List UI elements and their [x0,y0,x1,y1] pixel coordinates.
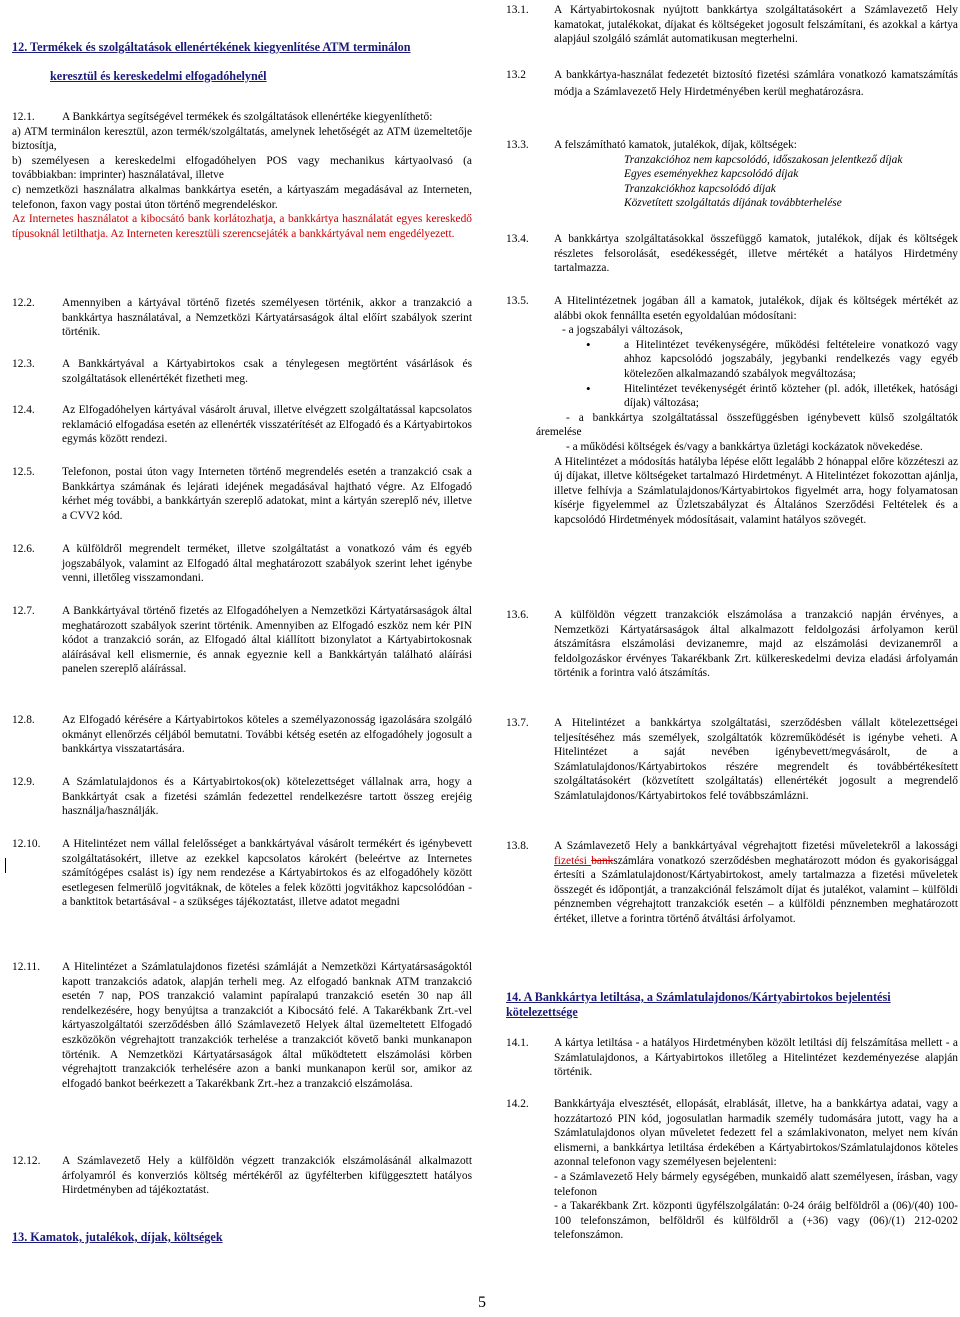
paragraph-number: 12.11. [12,961,41,973]
paragraph-number: 13.7. [506,717,529,729]
paragraph-13-6 [506,608,958,681]
fee-type-item: Közvetített szolgáltatás díjának továbbterhelése [624,197,842,210]
paragraph-text: A külföldről megrendelt terméket, illetve szolgáltatást a vonatkozó vám és egyéb jogszabályok, valamint az Elfogadó által meghatározott szabályok szerint lehet igénybe venni, illetőleg visszamondani. [62,543,472,585]
paragraph-number: 12.2. [12,297,35,309]
item-a: a) ATM terminálon keresztül, azon termék/szolgáltatás, amelynek lehetőségét az ATM üzemeltetője biztosítja, [12,125,472,153]
paragraph-number: 13.4. [506,233,529,245]
paragraph-number: 12.7. [12,605,35,617]
paragraph-text: A bankkártya szolgáltatásokkal összefüggő kamatok, jutalékok, díjak és költségek részletes felsorolását, esedékességét, illetve mértékét a hatályos Hirdetmény tartalmazza. [554,233,958,275]
paragraph-13-3 [506,138,958,211]
paragraph-12-2 [12,296,472,340]
paragraph-number: 12.12. [12,1155,41,1167]
paragraph-number: 12.10. [12,838,41,850]
paragraph-text: A Bankkártyával a Kártyabirtokos csak a ténylegesen megtörtént vásárlások és szolgáltatások ellenértékét fizetheti meg. [62,358,472,385]
internet-restriction-note: Az Internetes használatot a kibocsátó bank korlátozhatja, a bankkártya használatát egyes kereskedő típusoknál letilthatja. Az Interneten keresztüli szerencsejáték a bankkártyával nem engedélyezett. [12,213,472,240]
paragraph-text: A Hitelintézet a Számlatulajdonos fizetési számláját a Nemzetközi Kártyatársaságoktól kapott tranzakciós adatok, alapján terheli meg. Az elfogadó banknak ATM tranzakció esetén 7 nap, POS tranzakció valamint papíralapú tranzakció esetén 30 nap áll rendelkezésére, hogy benyújtsa a tranzakciót a Kibocsátó felé. A Takarékbank Zrt.-vel kártyaszolgáltatói szerződésben álló Számlavezető Helyek által üzemeltetett Elfogadó eszközökön végrehajtott tranzakciók terhelése a tranzakciót követő banki munkanapon történik. A Nemzetközi Kártyatársaságok által működtetett elszámolási körben végrehajtott tranzakciók terhelésére azon a banki munkanapon kerül sor, amikor az elfogadó bankot beérkezett a Takarékbank Zrt.-hez a tranzakció elszámolása. [62,961,472,1090]
paragraph-12-8 [12,713,472,757]
paragraph-number: 12.9. [12,776,35,788]
fee-type-item: Tranzakciókhoz kapcsolódó díjak [624,182,776,195]
paragraph-number: 12.1. [12,111,35,123]
paragraph-intro: A Hitelintézetnek jogában áll a kamatok, jutalékok, díjak és költségek mértékét az alábbi okok fennállta esetén egyoldalúan módosítani: [554,295,958,322]
paragraph-13-4 [506,232,958,276]
paragraph-intro: A Bankkártya segítségével termékek és szolgáltatások ellenértéke kiegyenlíthető: [62,111,433,123]
paragraph-text: A Bankkártyával történő fizetés az Elfogadóhelyen a Nemzetközi Kártyatársaságok által meghatározott szabályok szerint történik. Amennyiben az Elfogadó eszköz nem kér PIN kódot a tranzakció során, az Elfogadó által kiállított bizonylatot a Kártyabirtokosnak aláírásával kell elismernie, és annak egyeznie kell a Bankkártyán található aláírási panelen szereplő aláírással. [62,605,472,676]
paragraph-number: 14.1. [506,1037,529,1049]
paragraph-number: 12.5. [12,466,35,478]
paragraph-14-2 [506,1097,958,1243]
paragraph-13-2 [506,67,958,101]
paragraph-text: Az Elfogadó kérésére a Kártyabirtokos köteles a személyazonosság igazolására szolgáló okmányt ellenőrzés céljából bemutatni. További kétség esetén az elfogadóhely jogosult a bankkártya visszatartására. [62,714,472,756]
fee-type-item: Egyes eseményekhez kapcsolódó díjak [624,168,799,181]
report-option-call-center: - a Takarékbank Zrt. központi ügyfélszolgálatán: 0-24 óráig belföldről a (06)/(40) 100-100 telefonszámon, belföldről és külföldről a (+36) vagy (06)/(1) 212-0202 telefonszámon. [554,1200,958,1242]
fee-type-list [624,153,958,211]
paragraph-12-1 [12,110,472,241]
paragraph-number: 13.5. [506,295,529,307]
operating-cost-reason: - a működési költségek és/vagy a bankkártya üzletági kockázatok növekedése. [566,440,923,453]
inserted-text: fizetési [554,854,592,867]
paragraph-number: 12.6. [12,543,35,555]
paragraph-number: 13.2 [506,69,526,81]
paragraph-closing: A Hitelintézet a módosítás hatályba lépése előtt legalább 2 hónappal előre közzéteszi az új díjakat, illetve költségeket tartalmazó Hirdetményt. A Hitelintézet fokozottan ajánlja, illetve felhívja a Számlatulajdonos/Kártyabirtokos figyelmét arra, hogy folyamatosan kísérje figyelemmel az Üzletszabályzat és Általános Szerződési Feltételek és a kapcsolódó Hirdetmények módosításait, valamint hatályos szövegét. [554,455,958,526]
paragraph-12-12 [12,1154,472,1198]
paragraph-12-5 [12,465,472,523]
section-12-title-line2: keresztül és kereskedelmi elfogadóhelynél [50,68,267,83]
report-option-branch: - a Számlavezető Hely bármely egységében, munkaidő alatt személyesen, írásban, vagy telefonon [554,1170,958,1198]
item-b: b) személyesen a kereskedelmi elfogadóhelyen POS vagy mechanikus kártyaolvasó (a továbbiakban: imprinter) használatával, illetve [12,154,472,182]
paragraph-13-1 [506,3,958,47]
paragraph-number: 12.8. [12,714,35,726]
bullet-regulation-change: • a Hitelintézet tevékenységére, működési feltételeire vonatkozó vagy ahhoz kapcsolódó jogszabály, jegybanki rendelkezés vagy egyéb kötelezően alkalmazandó szabályok megváltozása; [624,338,958,382]
paragraph-number: 13.1. [506,4,529,16]
paragraph-13-5 [506,294,958,528]
legal-change-label: - a jogszabályi változások, [562,324,683,337]
text-before: A Számlavezető Hely a bankkártyával végrehajtott fizetési műveletekről a lakossági [554,840,958,852]
paragraph-text: A külföldön végzett tranzakciók elszámolása a tranzakció napján érvényes, a Nemzetközi Kártyatársaságok által alkalmazott feldolgozási árfolyamon kerül átszámításra elszámolási devizanemre, majd az elszámolási devizanemről a feldolgozáskor érvényes Takarékbank Zrt. külkereskedelmi deviza eladási árfolyamán történik a forintra való átszámítás. [554,609,958,680]
section-12-title [12,40,472,83]
paragraph-number: 12.4. [12,404,35,416]
paragraph-text: Telefonon, postai úton vagy Interneten történő megrendelés esetén a tranzakció csak a Bankkártya számának és lejárati idejének megadásával hajtható végre. Az Elfogadó kérhet még további, a bankkártyán szereplő adatokat, mint a kártyán szereplő név, illetve a CVV2 kód. [62,466,472,522]
section-13-title: 13. Kamatok, jutalékok, díjak, költségek [12,1230,223,1244]
paragraph-text: A Számlatulajdonos és a Kártyabirtokos(ok) kötelezettséget vállalnak arra, hogy a Bankkártyát csak a fizetési számlán fedezettel rendelkezésre tartott összeg erejéig használja/használják. [62,776,472,818]
paragraph-number: 14.2. [506,1098,529,1110]
change-bar [5,858,6,873]
paragraph-text: Az Elfogadóhelyen kártyával vásárolt áruval, illetve elvégzett szolgáltatással kapcsolatos reklamáció elfogadása esetén az ellenérték visszatérítését az Elfogadó és a Kártyabirtokos egymás között rendezi. [62,404,472,446]
paragraph-number: 13.6. [506,609,529,621]
paragraph-text: A Számlavezető Hely a külföldön végzett tranzakciók elszámolásánál alkalmazott árfolyamról és konverziós költség mértékéről az ügyfélterben kifüggesztett hatályos Hirdetményben ad tájékoztatást. [62,1155,472,1197]
paragraph-text: A bankkártya-használat fedezetét biztosító fizetési számlára vonatkozó kamatszámítás módja a Számlavezető Hely Hirdetményében kerül meghatározásra. [554,69,958,98]
paragraph-text [554,839,958,927]
paragraph-intro: A felszámítható kamatok, jutalékok, díjak, költségek: [554,139,797,151]
paragraph-12-10 [12,837,472,910]
paragraph-12-9 [12,775,472,819]
deleted-text: bank [591,854,614,867]
paragraph-text: A Kártyabirtokosnak nyújtott bankkártya szolgáltatásokért a Számlavezető Hely kamatokat, jutalékokat, díjakat és költségeket jogosult felszámítani, és azokkal a kártya alapjául szolgáló számlát automatikusan megterhelni. [554,4,958,46]
paragraph-12-11 [12,960,472,1091]
paragraph-number: 13.3. [506,139,529,151]
text-after: számlára vonatkozó szerződésben meghatározott módon és gyakorisággal értesíti a Számlatulajdonost/Kártyabirtokost, amely tartalmazza a fizetési műveletek összegét és időpontját, a tranzakciónál felszámolt díjat és jutalékot, valamint – külföldi pénznemben végrehajtott tranzakciók esetén – a külföldi pénznemben meghatározott értéket, illetve a forintra történő átváltási árfolyamot. [554,854,958,925]
paragraph-12-7 [12,604,472,677]
change-bullet-list [624,338,958,411]
paragraph-number: 13.8. [506,840,529,852]
paragraph-text: A Hitelintézet a bankkártya szolgáltatási, szerződésben vállalt kötelezettségei teljesítéséhez más személyek, szolgáltatók közreműködését is igénybe veheti. A Hitelintézet a saját nevében igénybevett/megvásárolt, de a Számlatulajdonos/Kártyabirtokos részére megrendelt és továbbértékesített szolgáltatásokért (közvetített szolgáltatás) ellenértékét jogosult a megrendelő Számlatulajdonos/Kártyabirtokos felé továbbszámlázni. [554,717,958,802]
bullet-public-charge-change: • Hitelintézet tevékenységét érintő közteher (pl. adók, illetékek, hatósági díjak) változása; [624,382,958,411]
paragraph-12-3 [12,357,472,386]
paragraph-13-8 [506,839,958,927]
paragraph-text: A kártya letiltása - a hatályos Hirdetményben közölt letiltási díj felszámítása mellett - a Számlatulajdonos, a Kártyabirtokos illetőleg a Hitelintézet kezdeményezése alapján történik. [554,1037,958,1079]
paragraph-text: A Hitelintézet nem vállal felelősséget a bankkártyával vásárolt termékért és igénybevett szolgáltatásokért, illetve az ezekkel kapcsolatos károkért (beleértve az Internetes számítógépes csalást is) így nem rendezése a Kártyabirtokos és az elfogadóhely között esetlegesen felmerülő jogvitáknak, de köteles a felek közötti jogvitákhoz kapcsolódóan - a banktitok betartásával - a szükséges tájékoztatást, illetve adatot megadni [62,838,472,909]
fee-type-item: Tranzakcióhoz nem kapcsolódó, időszakosan jelentkező díjak [624,153,903,166]
paragraph-14-1 [506,1036,958,1080]
paragraph-text: Amennyiben a kártyával történő fizetés személyesen történik, akkor a tranzakció a bankkártya használatával, a Nemzetközi Kártyatársaságok által előírt szabályok szerint történik. [62,297,472,339]
paragraph-12-6 [12,542,472,586]
paragraph-12-4 [12,403,472,447]
section-12-title-line1: 12. Termékek és szolgáltatások ellenértékének kiegyenlítése ATM terminálon [12,40,411,54]
paragraph-number: 12.3. [12,358,35,370]
page-number: 5 [478,1294,486,1311]
paragraph-13-7 [506,716,958,804]
paragraph-text: Bankkártyája elvesztését, ellopását, elrablását, illetve, ha a bankkártya adatai, vagy a hozzátartozó PIN kód, jogosulatlan harmadik személy tudomására jutott, vagy ha a Számlatulajdonos olyan műveletet fedezett fel a számlakivonaton, melyet nem kíván elismerni, a bankkártya letiltása érdekében a Kártyabirtokos/Számlatulajdonos köteles azonnal telefonon vagy személyesen bejelenteni: [554,1098,958,1169]
item-c: c) nemzetközi használatra alkalmas bankkártya esetén, a kártyaszám megadásával az Interneten, telefonon, faxon vagy postai úton történő megrendeléskor. [12,183,472,211]
section-14-title: 14. A Bankkártya letiltása, a Számlatulajdonos/Kártyabirtokos bejelentési kötelezettsége [506,990,891,1019]
external-cost-reason: - a bankkártya szolgáltatással összefüggésben igénybevett külső szolgáltatók áremelése [536,411,958,439]
